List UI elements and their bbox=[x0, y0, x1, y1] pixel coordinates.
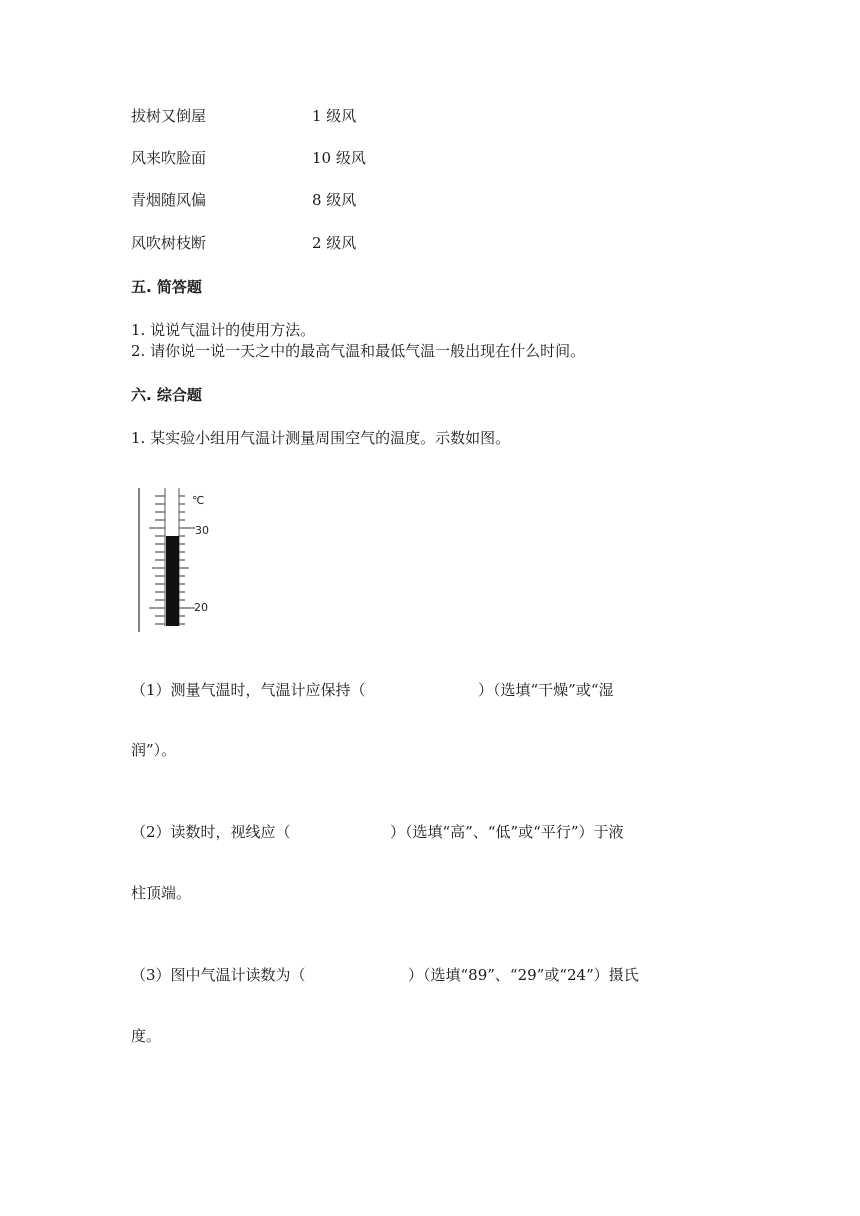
match-right-4: 2 级风 bbox=[312, 234, 357, 252]
section-6-title: 六. 综合题 bbox=[131, 386, 202, 404]
q3-text-end: 度。 bbox=[131, 1027, 162, 1045]
thermometer-figure bbox=[135, 484, 215, 634]
liquid-column bbox=[166, 536, 179, 626]
q3-text-start: （3）图中气温计读数为（ bbox=[131, 966, 306, 984]
q1-text-options: ）（选填“干燥”或“湿 bbox=[478, 681, 614, 699]
scale-label-20: 20 bbox=[194, 601, 208, 614]
match-left-2: 风来吹脸面 bbox=[131, 149, 207, 167]
q3-text-options: ）（选填“89”、“29”或“24”）摄氏 bbox=[408, 966, 639, 984]
match-left-4: 风吹树枝断 bbox=[131, 234, 207, 252]
match-right-1: 1 级风 bbox=[312, 107, 357, 125]
section-6-intro: 1. 某实验小组用气温计测量周围空气的温度。示数如图。 bbox=[131, 429, 511, 447]
match-left-1: 拔树又倒屋 bbox=[131, 107, 207, 125]
section-5-title: 五. 简答题 bbox=[131, 278, 202, 296]
scale-label-30: 30 bbox=[195, 524, 209, 537]
section-5-question-1: 1. 说说气温计的使用方法。 bbox=[131, 321, 316, 339]
q2-text-end: 柱顶端。 bbox=[131, 884, 192, 902]
q1-text-end: 润”）。 bbox=[131, 741, 177, 759]
match-left-3: 青烟随风偏 bbox=[131, 191, 207, 209]
q2-text-options: ）（选填“高”、“低”或“平行”）于液 bbox=[390, 823, 624, 841]
q2-text-start: （2）读数时，视线应（ bbox=[131, 823, 291, 841]
section-5-question-2: 2. 请你说一说一天之中的最高气温和最低气温一般出现在什么时间。 bbox=[131, 342, 586, 360]
q1-text-start: （1）测量气温时，气温计应保持（ bbox=[131, 681, 366, 699]
unit-label: ℃ bbox=[192, 494, 205, 507]
match-right-3: 8 级风 bbox=[312, 191, 357, 209]
match-right-2: 10 级风 bbox=[312, 149, 366, 167]
